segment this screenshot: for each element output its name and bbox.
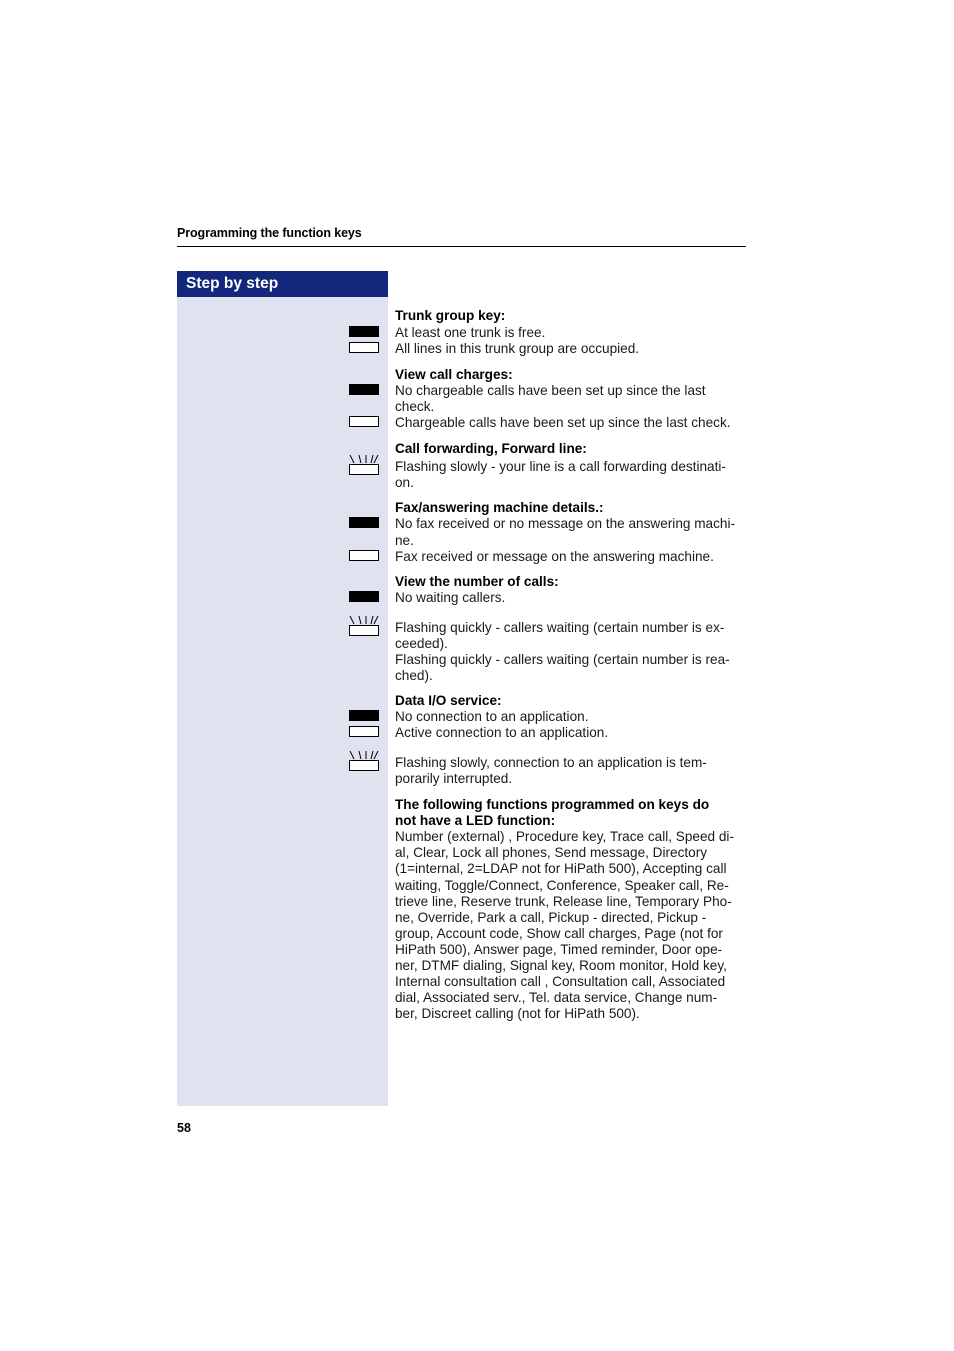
interrupted-text-a: Flashing slowly, connection to an application is tem- — [395, 755, 707, 770]
no-led-list-line: Internal consultation call , Consultation call, Associated — [395, 974, 726, 989]
trunk-free-text: At least one trunk is free. — [395, 325, 546, 340]
trunk-group-heading: Trunk group key: — [395, 308, 506, 323]
no-led-list-line: group, Account code, Show call charges, Page (not for — [395, 926, 723, 941]
no-led-list-line: waiting, Toggle/Connect, Conference, Speaker call, Re- — [395, 878, 729, 893]
no-led-heading-a: The following functions programmed on keys do — [395, 797, 710, 812]
no-led-heading-b: not have a LED function: — [395, 813, 556, 828]
no-led-list-line: dial, Associated serv., Tel. data service, Change num- — [395, 990, 718, 1005]
active-connection-text: Active connection to an application. — [395, 725, 609, 740]
led-on-icon — [349, 517, 379, 528]
no-led-list-line: HiPath 500), Answer page, Timed reminder, Door ope- — [395, 942, 723, 957]
no-led-list-line: ner, DTMF dialing, Signal key, Room monitor, Hold key, — [395, 958, 727, 973]
no-led-list-line: ber, Discreet calling (not for HiPath 500). — [395, 1006, 640, 1021]
no-led-list-line: Number (external) , Procedure key, Trace call, Speed di- — [395, 829, 734, 844]
number-of-calls-heading: View the number of calls: — [395, 574, 559, 589]
reached-text-a: Flashing quickly - callers waiting (certain number is rea- — [395, 652, 730, 667]
no-led-list-line: ne, Override, Park a call, Pickup - directed, Pickup - — [395, 910, 707, 925]
reached-text-b: ched). — [395, 668, 433, 683]
led-off-icon — [349, 726, 379, 737]
step-by-step-heading: Step by step — [177, 271, 388, 297]
trunk-occupied-text: All lines in this trunk group are occupied. — [395, 341, 640, 356]
fax-received-text: Fax received or message on the answering machine. — [395, 549, 714, 564]
exceeded-text-b: ceeded). — [395, 636, 448, 651]
forwarding-text-a: Flashing slowly - your line is a call forwarding destinati- — [395, 459, 726, 474]
no-led-list-line: al, Clear, Lock all phones, Send message, Directory — [395, 845, 708, 860]
no-fax-text-b: ne. — [395, 533, 414, 548]
no-led-list-line: (1=internal, 2=LDAP not for HiPath 500), Accepting call — [395, 861, 727, 876]
forwarding-text-b: on. — [395, 475, 414, 490]
exceeded-text-a: Flashing quickly - callers waiting (certain number is ex- — [395, 620, 725, 635]
call-forwarding-heading: Call forwarding, Forward line: — [395, 441, 587, 456]
led-flashing-icon — [349, 455, 379, 475]
led-off-icon — [349, 550, 379, 561]
led-off-icon — [349, 416, 379, 427]
interrupted-text-b: porarily interrupted. — [395, 771, 513, 786]
no-led-list-line: trieve line, Reserve trunk, Release line, Temporary Pho- — [395, 894, 732, 909]
led-flashing-icon — [349, 751, 379, 771]
charges-text: Chargeable calls have been set up since the last check. — [395, 415, 731, 430]
led-on-icon — [349, 384, 379, 395]
no-connection-text: No connection to an application. — [395, 709, 589, 724]
led-on-icon — [349, 710, 379, 721]
fax-heading: Fax/answering machine details.: — [395, 500, 604, 515]
led-on-icon — [349, 326, 379, 337]
page-section-title: Programming the function keys — [177, 226, 362, 240]
step-by-step-column — [177, 271, 388, 1106]
no-charges-text-a: No chargeable calls have been set up since the last — [395, 383, 706, 398]
led-on-icon — [349, 591, 379, 602]
no-fax-text-a: No fax received or no message on the answering machi- — [395, 516, 736, 531]
header-divider — [177, 246, 746, 247]
led-off-icon — [349, 342, 379, 353]
data-io-heading: Data I/O service: — [395, 693, 502, 708]
page-number: 58 — [177, 1121, 191, 1135]
no-charges-text-b: check. — [395, 399, 435, 414]
led-flashing-icon — [349, 616, 379, 636]
call-charges-heading: View call charges: — [395, 367, 513, 382]
no-waiting-text: No waiting callers. — [395, 590, 506, 605]
